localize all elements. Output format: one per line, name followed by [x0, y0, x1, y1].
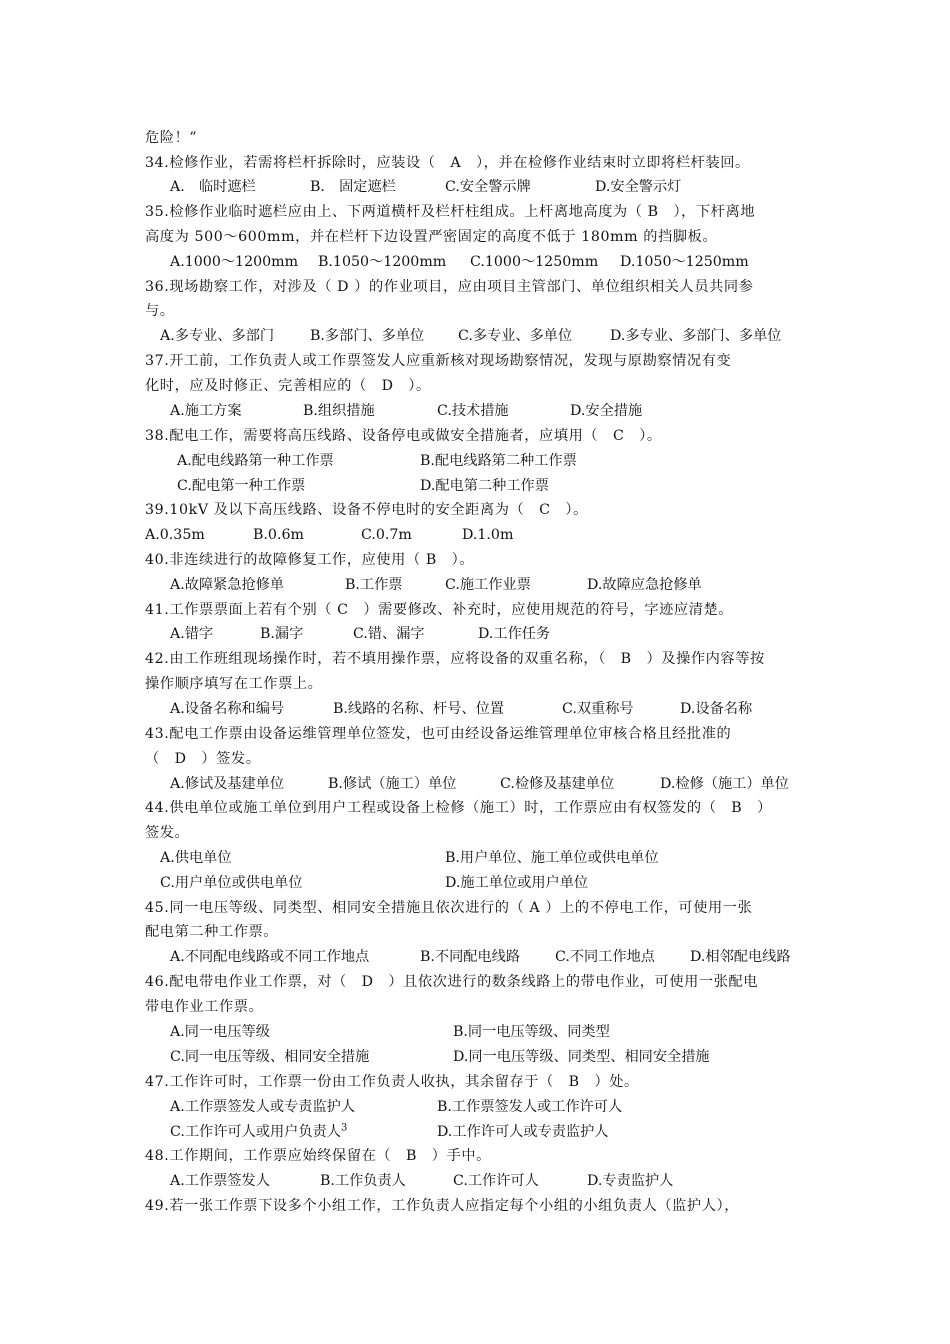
question-35: 35.检修作业临时遮栏应由上、下两道横杆及栏杆柱组成。上杆离地高度为（ B ），下杆离地 [145, 204, 756, 220]
text-line: （ D ）签发。 [145, 751, 261, 767]
question-44: 44.供电单位或施工单位到用户工程或设备上检修（施工）时，工作票应由有权签发的（ B ） [145, 800, 772, 816]
option: D.工作任务 [478, 626, 551, 642]
option: B. 固定遮栏 [310, 179, 396, 195]
option: B.组织措施 [303, 403, 375, 419]
option: C.多专业、多单位 [458, 328, 573, 344]
option: B.不同配电线路 [420, 949, 521, 965]
option: D.故障应急抢修单 [587, 577, 702, 593]
option: A. 临时遮栏 [170, 179, 256, 195]
option: C.检修及基建单位 [500, 776, 615, 792]
text-line: 危险！” [145, 130, 198, 146]
option: C.1000～1250mm [470, 254, 599, 270]
option: B.工作票 [345, 577, 403, 593]
option: D.施工单位或用户单位 [445, 875, 589, 891]
question-46: 46.配电带电作业工作票，对（ D ）且依次进行的数条线路上的带电作业，可使用一张配电 [145, 974, 759, 990]
option: C.不同工作地点 [555, 949, 655, 965]
option: C.错、漏字 [353, 626, 425, 642]
question-36: 36.现场勘察工作，对涉及（ D ）的作业项目，应由项目主管部门、单位组织相关人员共同参 [145, 279, 754, 295]
option: C.安全警示牌 [445, 179, 531, 195]
question-40: 40.非连续进行的故障修复工作，应使用（ B ）。 [145, 552, 475, 568]
option: C.0.7m [361, 527, 412, 543]
option: D.检修（施工）单位 [660, 776, 789, 792]
question-48: 48.工作期间，工作票应始终保留在（ B ）手中。 [145, 1148, 491, 1164]
question-49: 49.若一张工作票下设多个小组工作，工作负责人应指定每个小组的小组负责人（监护人）， [145, 1198, 739, 1214]
question-45: 45.同一电压等级、同类型、相同安全措施且依次进行的（ A ）上的不停电工作，可使用一张 [145, 900, 753, 916]
text-line: 与。 [145, 303, 175, 319]
question-38: 38.配电工作，需要将高压线路、设备停电或做安全措施者，应填用（ C ）。 [145, 428, 662, 444]
option: C.同一电压等级、相同安全措施 [170, 1049, 370, 1065]
option: A.配电线路第一种工作票 [177, 453, 334, 469]
option: C.工作许可人或用户负责人$^3$ [170, 1122, 348, 1140]
option: A.不同配电线路或不同工作地点 [170, 949, 370, 965]
option: D.设备名称 [680, 701, 753, 717]
text-line: 高度为 500～600mm，并在栏杆下边设置严密固定的高度不低于 180mm 的挡脚板。 [145, 229, 718, 245]
option: D.同一电压等级、同类型、相同安全措施 [453, 1049, 710, 1065]
question-47: 47.工作许可时，工作票一份由工作负责人收执，其余留存于（ B ）处。 [145, 1074, 639, 1090]
option: D.多专业、多部门、多单位 [610, 328, 782, 344]
option: B.同一电压等级、同类型 [453, 1024, 610, 1040]
option: C.配电第一种工作票 [177, 478, 306, 494]
option: D.工作许可人或专责监护人 [437, 1124, 609, 1140]
question-42: 42.由工作班组现场操作时，若不填用操作票，应将设备的双重名称，（ B ）及操作内容等按 [145, 651, 765, 667]
option: A.1000～1200mm [170, 254, 299, 270]
question-41: 41.工作票票面上若有个别（ C ）需要修改、补充时，应使用规范的符号，字迹应清楚。 [145, 602, 734, 618]
option: A.多专业、多部门 [160, 328, 275, 344]
question-37: 37.开工前，工作负责人或工作票签发人应重新核对现场勘察情况，发现与原勘察情况有变 [145, 353, 732, 369]
text-line: 操作顺序填写在工作票上。 [145, 676, 323, 692]
option: D.安全警示灯 [595, 179, 682, 195]
option: A.同一电压等级 [170, 1024, 270, 1040]
option: A.施工方案 [170, 403, 242, 419]
option: B.多部门、多单位 [310, 328, 425, 344]
option: A.工作票签发人 [170, 1173, 270, 1189]
option: B.漏字 [260, 626, 304, 642]
option: B.配电线路第二种工作票 [420, 453, 577, 469]
option: A.供电单位 [160, 850, 232, 866]
option: A.0.35m [145, 527, 205, 543]
option: B.工作负责人 [320, 1173, 406, 1189]
option: D.配电第二种工作票 [420, 478, 549, 494]
option: C.工作许可人 [453, 1173, 539, 1189]
text-line: 配电第二种工作票。 [145, 924, 279, 940]
text-line: 带电作业工作票。 [145, 999, 264, 1015]
option: D.1050～1250mm [620, 254, 749, 270]
question-34: 34.检修作业，若需将栏杆拆除时，应装设（ A ），并在检修作业结束时立即将栏杆装回。 [145, 155, 750, 171]
page-number: 3 [340, 1122, 348, 1134]
option: D.1.0m [462, 527, 514, 543]
option: A.故障紧急抢修单 [170, 577, 285, 593]
option: A.错字 [170, 626, 214, 642]
option: B.工作票签发人或工作许可人 [437, 1099, 623, 1115]
text-line: 化时，应及时修正、完善相应的（ D ）。 [145, 378, 431, 394]
option: C.用户单位或供电单位 [160, 875, 303, 891]
option: C.施工作业票 [445, 577, 531, 593]
question-39: 39.10kV 及以下高压线路、设备不停电时的安全距离为（ C ）。 [145, 502, 588, 518]
option: A.设备名称和编号 [170, 701, 285, 717]
option: D.安全措施 [570, 403, 643, 419]
option: D.专责监护人 [587, 1173, 674, 1189]
option: B.线路的名称、杆号、位置 [333, 701, 504, 717]
option: B.修试（施工）单位 [328, 776, 457, 792]
option: D.相邻配电线路 [690, 949, 791, 965]
option: C.双重称号 [562, 701, 634, 717]
option: C.技术措施 [437, 403, 509, 419]
option: B.1050～1200mm [318, 254, 447, 270]
text-line: 签发。 [145, 825, 190, 841]
option: A.工作票签发人或专责监护人 [170, 1099, 356, 1115]
question-43: 43.配电工作票由设备运维管理单位签发，也可由经设备运维管理单位审核合格且经批准的 [145, 726, 732, 742]
option: B.0.6m [253, 527, 304, 543]
option: B.用户单位、施工单位或供电单位 [445, 850, 659, 866]
option: A.修试及基建单位 [170, 776, 285, 792]
